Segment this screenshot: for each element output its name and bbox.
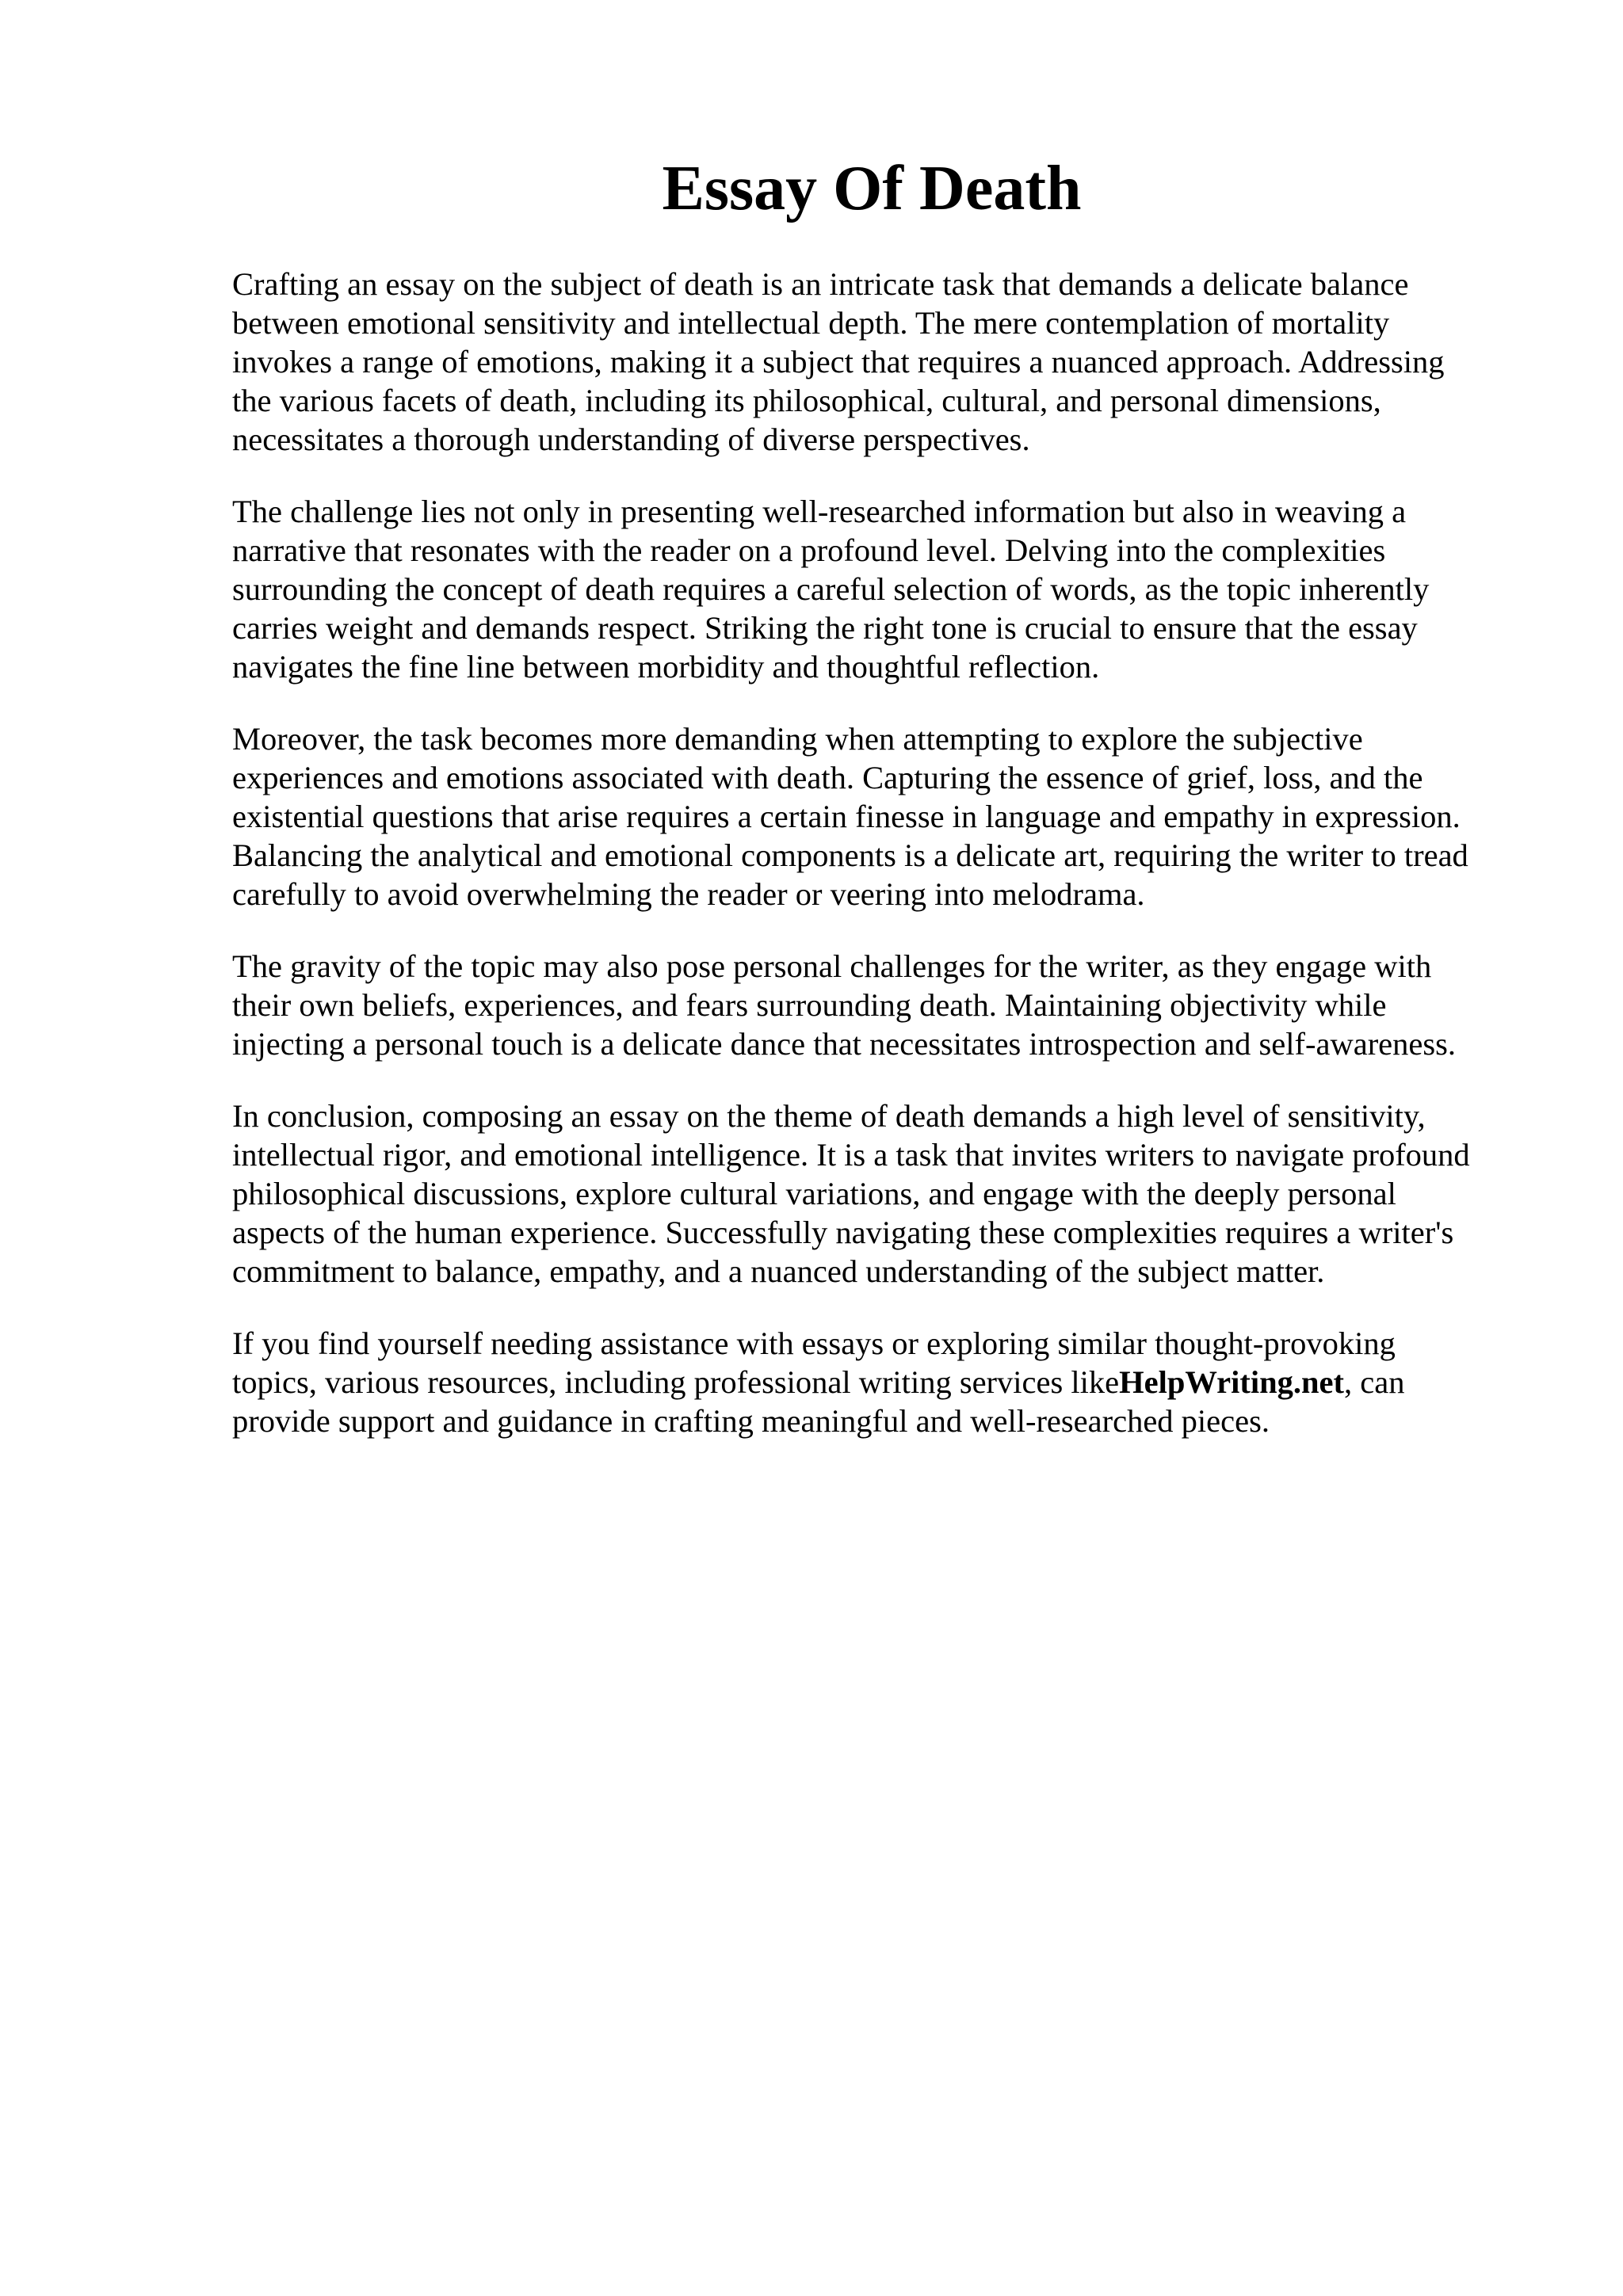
text-line: experiences and emotions associated with death. Capturing the essence of grief, loss, and the [232,760,1423,795]
text-line: provide support and guidance in crafting meaningful and well-researched pieces. [232,1403,1270,1439]
text-line: Balancing the analytical and emotional components is a delicate art, requiring the writer to tread [232,837,1468,873]
text-line: necessitates a thorough understanding of diverse perspectives. [232,421,1030,457]
paragraph-4 [232,947,1516,1063]
text-line: narrative that resonates with the reader on a profound level. Delving into the complexities [232,532,1386,568]
text-line: intellectual rigor, and emotional intelligence. It is a task that invites writers to navigate profound [232,1137,1470,1173]
paragraph-3 [232,719,1516,913]
document-title: Essay Of Death [662,154,1082,223]
text-line: The gravity of the topic may also pose personal challenges for the writer, as they engage with [232,948,1432,984]
text-line: the various facets of death, including its philosophical, cultural, and personal dimensions, [232,383,1381,418]
text-line: In conclusion, composing an essay on the theme of death demands a high level of sensitivity, [232,1098,1426,1134]
text-line: aspects of the human experience. Successfully navigating these complexities requires a writer's [232,1215,1454,1250]
text-line: invokes a range of emotions, making it a subject that requires a nuanced approach. Addressing [232,344,1445,379]
text-line: commitment to balance, empathy, and a nuanced understanding of the subject matter. [232,1253,1325,1289]
text-line: Crafting an essay on the subject of death is an intricate task that demands a delicate balance [232,266,1409,302]
text-line: philosophical discussions, explore cultural variations, and engage with the deeply personal [232,1176,1396,1211]
paragraph-1 [232,265,1516,459]
helpwriting-brand-link[interactable]: HelpWriting.net [1119,1364,1344,1400]
text-line: injecting a personal touch is a delicate dance that necessitates introspection and self-awareness. [232,1026,1457,1062]
text-fragment: topics, various resources, including professional writing services like [232,1364,1120,1400]
text-fragment: , can [1344,1364,1405,1400]
text-line: existential questions that arise requires a certain finesse in language and empathy in expression. [232,799,1461,834]
text-line: Moreover, the task becomes more demanding when attempting to explore the subjective [232,721,1363,757]
text-line: carefully to avoid overwhelming the reader or veering into melodrama. [232,876,1145,912]
text-line: their own beliefs, experiences, and fears surrounding death. Maintaining objectivity while [232,987,1387,1023]
essay-body [232,265,1516,1474]
text-line: If you find yourself needing assistance with essays or exploring similar thought-provoking [232,1325,1396,1361]
text-line: surrounding the concept of death requires a careful selection of words, as the topic inherently [232,571,1430,607]
paragraph-2 [232,492,1516,686]
paragraph-closing [232,1324,1516,1440]
paragraph-5 [232,1097,1516,1291]
text-line: The challenge lies not only in presenting well-researched information but also in weaving a [232,494,1407,529]
text-line: carries weight and demands respect. Striking the right tone is crucial to ensure that the essay [232,610,1418,646]
text-line: navigates the fine line between morbidity and thoughtful reflection. [232,649,1100,685]
text-line [232,1363,1516,1402]
text-line: between emotional sensitivity and intellectual depth. The mere contemplation of mortality [232,305,1390,341]
